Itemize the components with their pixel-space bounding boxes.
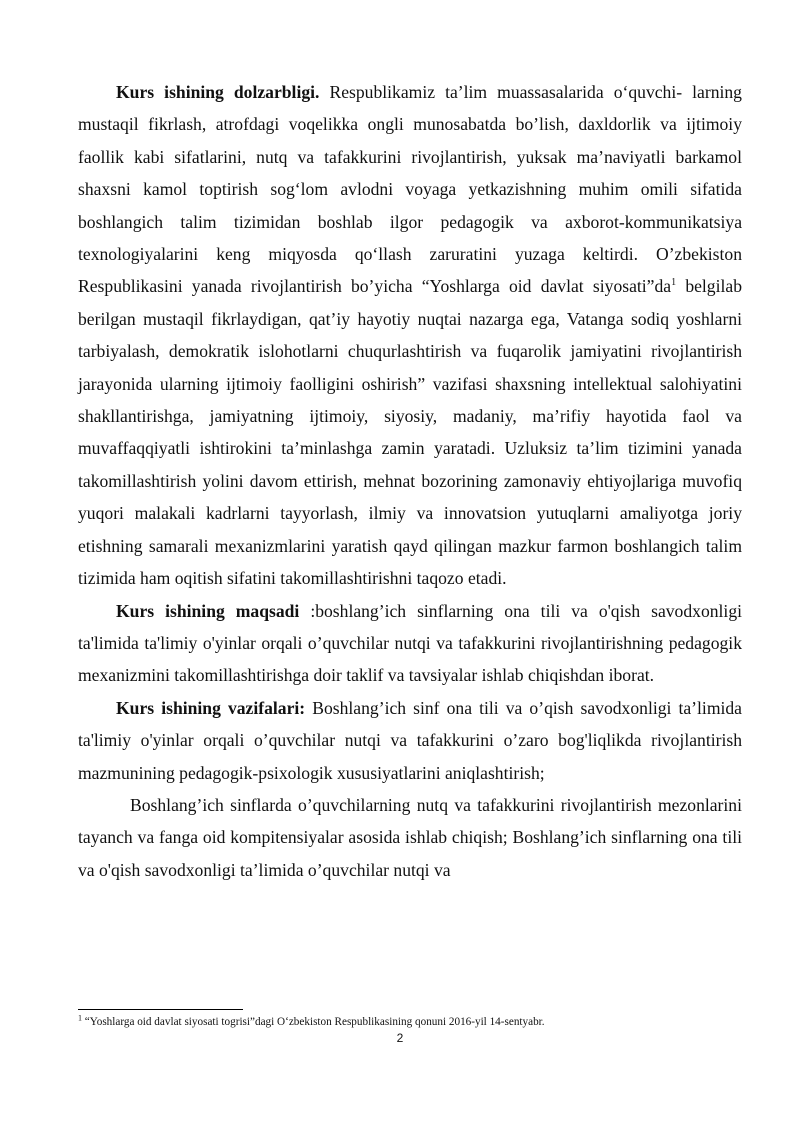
- heading-goal: Kurs ishining maqsadi: [116, 600, 300, 621]
- paragraph-tasks: [78, 692, 742, 789]
- paragraph-relevance-text-continued: belgilab berilgan mustaqil fikrlaydigan, qat’iy hayotiy nuqtai nazarga ega, Vatanga sodiq yoshlarni tarbiyalash, demokratik islohotlarni chuqurlashtirish va fuqarolik jamiyatini rivojlantirish jarayonida ularning ijtimoiy faolligini oshirish” vazifasi shaxsning intellektual salohiyatini shakllantirishga, jamiyatning ijtimoiy, siyosiy, madaniy, ma’rifiy hayotida faol va muvaffaqqiyatli ishtirokini ta’minlashga zamin yaratadi. Uzluksiz ta’lim tizimini yanada takomillashtirish yolini davom ettirish, mehnat bozorining zamonaviy ehtiyojlariga muvofiq yuqori malakali kadrlarni tayyorlash, ilmiy va innovatsion yutuqlarni amaliyotga joriy etishning samarali mexanizmlarini yaratish qayd qilingan mazkur farmon boshlangich talim tizimida ham oqitish sifatini takomillashtirishni taqozo etadi.: [78, 276, 742, 589]
- footnote-text: “Yoshlarga oid davlat siyosati togrisi”dagi O‘zbekiston Respublikasining qonuni 2016-yil 14-sentyabr.: [82, 1016, 545, 1028]
- page-number: 2: [396, 1031, 404, 1045]
- footnote-reference[interactable]: 1: [671, 277, 677, 289]
- paragraph-tasks-continued: Boshlang’ich sinflarda o’quvchilarning nutq va tafakkurini rivojlantirish mezonlarini tayanch va fanga oid kompitensiyalar asosida ishlab chiqish; Boshlang’ich sinflarning ona tili va o'qish savodxonligi ta’limida o’quvchilar nutqi va: [78, 794, 742, 880]
- footnote: [78, 1015, 742, 1029]
- paragraph-relevance-text: Respublikamiz ta’lim muassasalarida o‘quvchi- larning mustaqil fikrlash, atrofdagi voqelikka ongli munosabatda bo’lish, daxldorlik va ijtimoiy faollik kabi sifatlarini, nutq va tafakkurini rivojlantirish, yuksak ma’naviyatli barkamol shaxsni kamol toptirish sog‘lom avlodni voyaga yetkazishning muhim omili sifatida boshlangich talim tizimidan boshlab ilgor pedagogik va axborot-kommunikatsiya texnologiyalarini keng miqyosda qo‘llash zaruratini yuzaga keltirdi. O’zbekiston Respublikasini yanada rivojlantirish bo’yicha “Yoshlarga oid davlat siyosati”da: [78, 82, 742, 297]
- heading-tasks: Kurs ishining vazifalari:: [116, 697, 306, 718]
- paragraph-goal: [78, 595, 742, 692]
- footnote-divider: [78, 1009, 243, 1010]
- body-text: [78, 76, 742, 886]
- paragraph-tasks-text: Boshlang’ich sinf ona tili va o’qish savodxonligi ta’limida ta'limiy o'yinlar orqali o’quvchilar nutqi va tafakkurini o’zaro bog'liqlikda rivojlantirish mazmunining pedagogik-psixologik xususiyatlarini aniqlashtirish;: [78, 697, 742, 783]
- footnote-number: 1: [78, 1013, 82, 1023]
- paragraph-goal-text: :boshlang’ich sinflarning ona tili va o'qish savodxonligi ta'limida ta'limiy o'yinlar orqali o’quvchilar nutqi va tafakkurini rivojlantirishning pedagogik mexanizmini takomillashtirishga doir taklif va tavsiyalar ishlab chiqishdan iborat.: [78, 600, 742, 686]
- paragraph-relevance: [78, 76, 742, 595]
- heading-relevance: Kurs ishining dolzarbligi.: [116, 82, 320, 102]
